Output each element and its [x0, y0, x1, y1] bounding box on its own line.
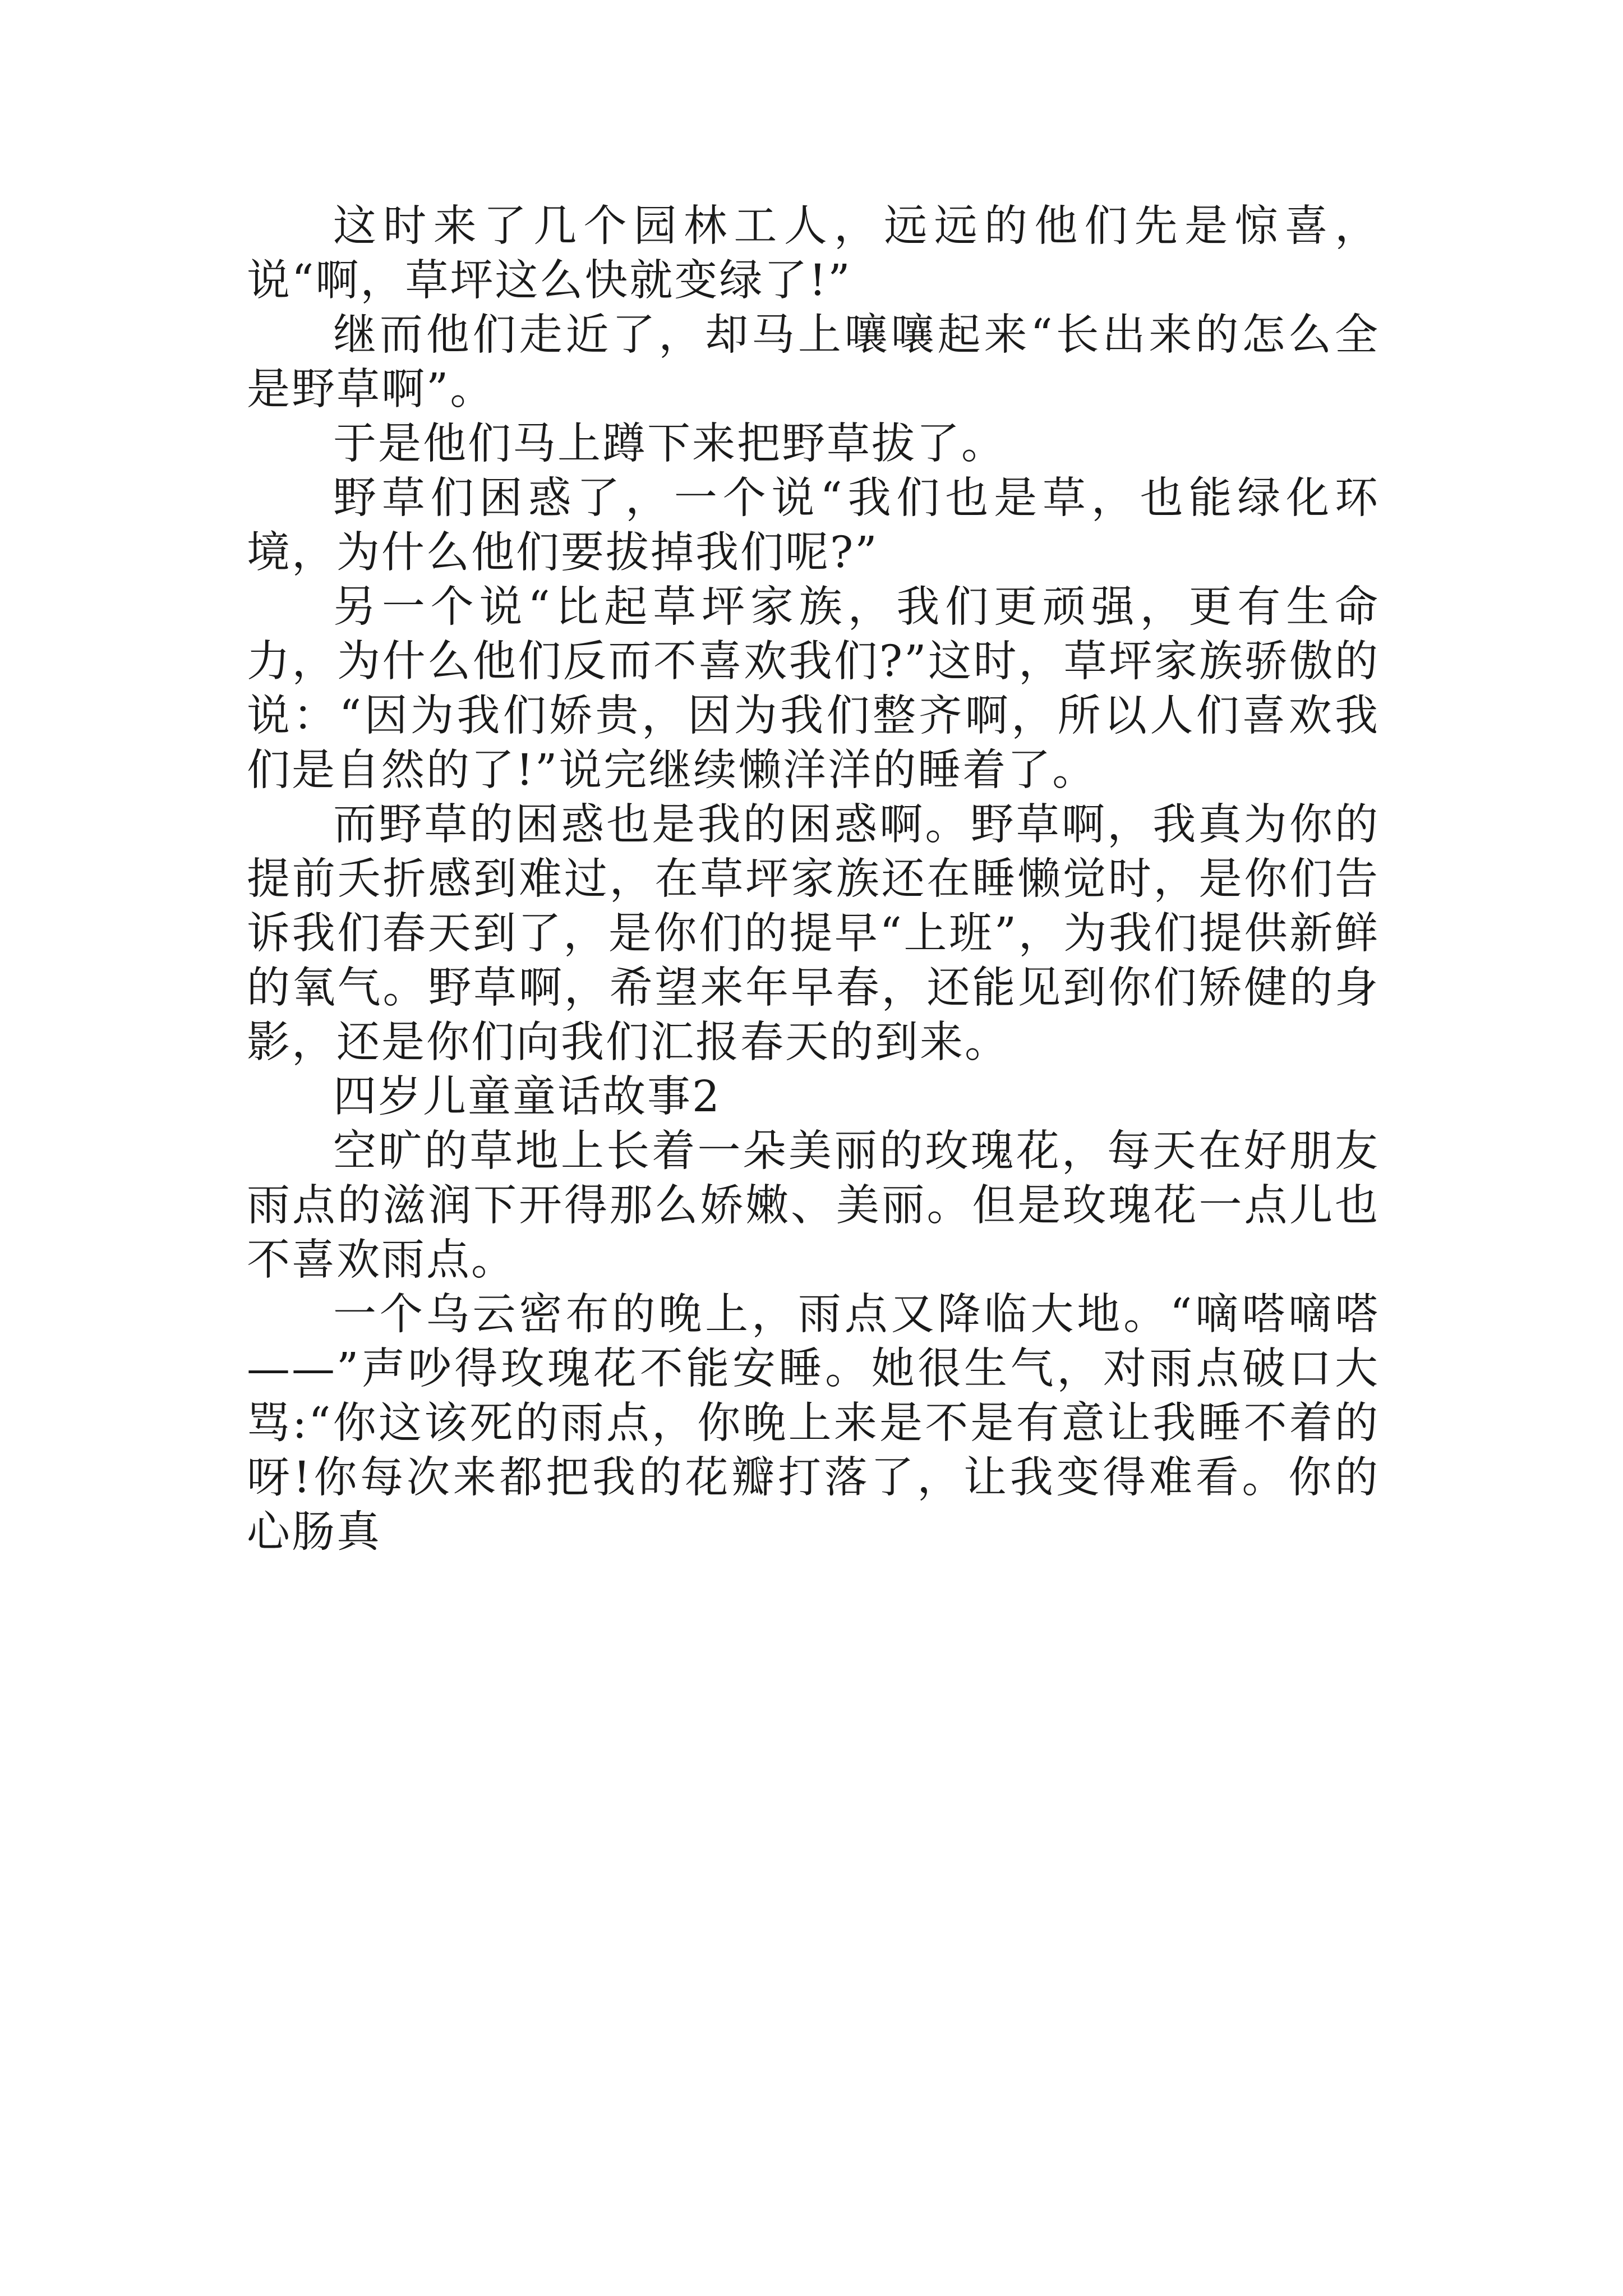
- paragraph-5: 另一个说“比起草坪家族，我们更顽强，更有生命力，为什么他们反而不喜欢我们?”这时，草坪家族骄傲的说：“因为我们娇贵，因为我们整齐啊，所以人们喜欢我们是自然的了!”说完继续懒洋洋的睡着了。: [247, 582, 1380, 795]
- paragraph-4: 野草们困惑了，一个说“我们也是草，也能绿化环境，为什么他们要拔掉我们呢?”: [247, 473, 1380, 578]
- paragraph-3: 于是他们马上蹲下来把野草拔了。: [333, 419, 1006, 469]
- document-body: [247, 199, 1380, 1559]
- paragraph-7: 空旷的草地上长着一朵美丽的玫瑰花，每天在好朋友雨点的滋润下开得那么娇嫩、美丽。但是玫瑰花一点儿也不喜欢雨点。: [247, 1126, 1380, 1285]
- story-heading: 四岁儿童童话故事2: [333, 1072, 721, 1122]
- paragraph-8: 一个乌云密布的晚上，雨点又降临大地。“嘀嗒嘀嗒——”声吵得玫瑰花不能安睡。她很生气，对雨点破口大骂:“你这该死的雨点，你晚上来是不是有意让我睡不着的呀!你每次来都把我的花瓣打落了，让我变得难看。你的心肠真: [247, 1290, 1380, 1557]
- paragraph-1: 这时来了几个园林工人，远远的他们先是惊喜，说“啊，草坪这么快就变绿了!”: [247, 201, 1380, 306]
- paragraph-6: 而野草的困惑也是我的困惑啊。野草啊，我真为你的提前夭折感到难过，在草坪家族还在睡懒觉时，是你们告诉我们春天到了，是你们的提早“上班”，为我们提供新鲜的氧气。野草啊，希望来年早春，还能见到你们矫健的身影，还是你们向我们汇报春天的到来。: [247, 800, 1380, 1068]
- paragraph-2: 继而他们走近了，却马上嚷嚷起来“长出来的怎么全是野草啊”。: [247, 310, 1380, 415]
